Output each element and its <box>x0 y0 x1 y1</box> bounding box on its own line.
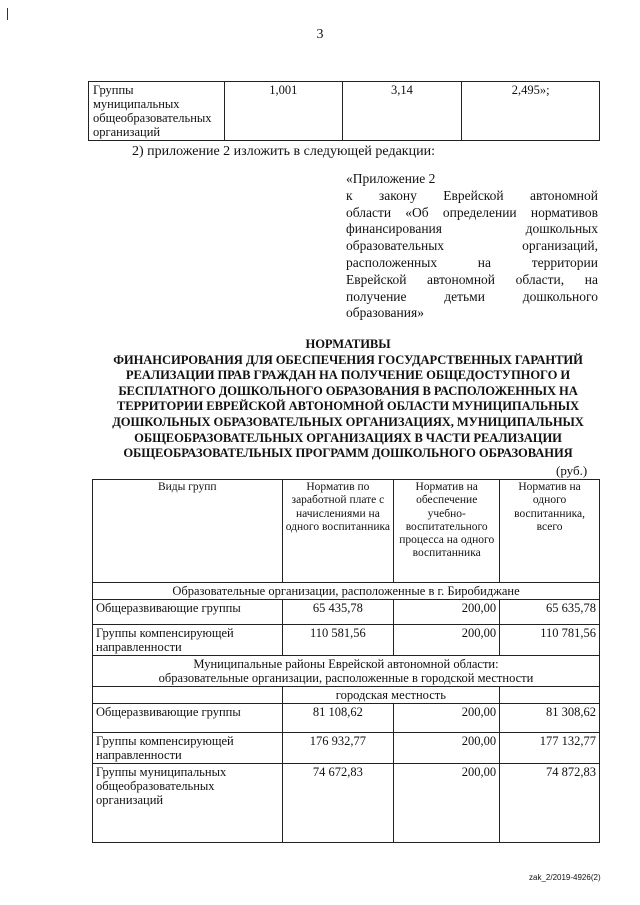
section-heading-line: образовательные организации, расположенные в городской местности <box>158 671 534 685</box>
title-line: ДОШКОЛЬНЫХ ОБРАЗОВАТЕЛЬНЫХ ОРГАНИЗАЦИЯХ, МУНИЦИПАЛЬНЫХ <box>112 414 584 429</box>
column-header: Норматив на одного воспитанника, всего <box>500 480 600 583</box>
appendix-line: Еврейской автономной области, на <box>346 271 598 287</box>
title-line: ТЕРРИТОРИИ ЕВРЕЙСКОЙ АВТОНОМНОЙ ОБЛАСТИ МУНИЦИПАЛЬНЫХ <box>116 399 580 414</box>
group-label: Группы муниципальных общеобразовательных организаций <box>89 82 225 141</box>
column-header: Норматив на обеспечение учебно-воспитательного процесса на одного воспитанника <box>394 480 500 583</box>
total-value: 74 872,83 <box>500 764 600 843</box>
process-value: 200,00 <box>394 733 500 764</box>
value-cell: 1,001 <box>224 82 342 141</box>
total-value: 110 781,56 <box>500 625 600 656</box>
group-name: Общеразвивающие группы <box>93 704 283 733</box>
section-heading-line: Муниципальные районы Еврейской автономной области: <box>193 657 499 671</box>
salary-value: 81 108,62 <box>282 704 394 733</box>
title-line: ФИНАНСИРОВАНИЯ ДЛЯ ОБЕСПЕЧЕНИЯ ГОСУДАРСТВЕННЫХ ГАРАНТИЙ <box>113 352 583 367</box>
group-name: Группы компенсирующей направленности <box>93 733 283 764</box>
table-row <box>93 600 600 625</box>
salary-value: 176 932,77 <box>282 733 394 764</box>
appendix-line: финансирования дошкольных <box>346 221 598 237</box>
currency-unit: (руб.) <box>556 463 588 478</box>
title-line: ОБЩЕОБРАЗОВАТЕЛЬНЫХ ПРОГРАММ ДОШКОЛЬНОГО ОБРАЗОВАНИЯ <box>123 446 573 461</box>
table-row <box>93 704 600 733</box>
header-row <box>93 480 600 583</box>
group-name: Группы муниципальных общеобразовательных организаций <box>93 764 283 843</box>
table-row <box>93 764 600 843</box>
salary-value: 65 435,78 <box>282 600 394 625</box>
page-number: 3 <box>316 27 324 42</box>
subsection-heading: городская местность <box>282 687 500 704</box>
margin-mark <box>7 8 8 20</box>
total-value: 177 132,77 <box>500 733 600 764</box>
value-cell: 2,495»; <box>462 82 600 141</box>
continued-table <box>88 81 600 141</box>
appendix-line: области «Об определении нормативов <box>346 204 598 220</box>
table-row <box>93 625 600 656</box>
appendix-line: «Приложение 2 <box>346 171 436 186</box>
value-cell: 3,14 <box>342 82 462 141</box>
section-row <box>93 656 600 687</box>
document-title <box>88 337 608 462</box>
process-value: 200,00 <box>394 625 500 656</box>
appendix-line: получение детьми дошкольного <box>346 288 598 304</box>
salary-value: 74 672,83 <box>282 764 394 843</box>
norms-table <box>92 479 600 843</box>
appendix-line: образовательных организаций, <box>346 238 598 254</box>
appendix-line: к закону Еврейской автономной <box>346 187 598 203</box>
section-heading <box>93 656 600 687</box>
table-row <box>93 733 600 764</box>
column-header: Виды групп <box>93 480 283 583</box>
title-line: ОБЩЕОБРАЗОВАТЕЛЬНЫХ ОРГАНИЗАЦИЯХ В ЧАСТИ РЕАЛИЗАЦИИ <box>134 430 562 445</box>
appendix-reference <box>346 171 598 322</box>
section-row <box>93 583 600 600</box>
column-header: Норматив по заработной плате с начислениями на одного воспитанника <box>282 480 394 583</box>
process-value: 200,00 <box>394 600 500 625</box>
subsection-row <box>93 687 600 704</box>
intro-paragraph: 2) приложение 2 изложить в следующей редакции: <box>132 144 435 159</box>
process-value: 200,00 <box>394 704 500 733</box>
document-code: zak_2/2019-4926(2) <box>529 873 601 882</box>
appendix-line: образования» <box>346 305 424 321</box>
title-line: НОРМАТИВЫ <box>305 337 391 351</box>
group-name: Группы компенсирующей направленности <box>93 625 283 656</box>
group-name: Общеразвивающие группы <box>93 600 283 625</box>
title-line: БЕСПЛАТНОГО ДОШКОЛЬНОГО ОБРАЗОВАНИЯ В РАСПОЛОЖЕННЫХ НА <box>118 383 578 398</box>
total-value: 65 635,78 <box>500 600 600 625</box>
total-value: 81 308,62 <box>500 704 600 733</box>
title-line: РЕАЛИЗАЦИИ ПРАВ ГРАЖДАН НА ПОЛУЧЕНИЕ ОБЩЕДОСТУПНОГО И <box>125 368 571 383</box>
section-heading: Образовательные организации, расположенные в г. Биробиджане <box>93 583 600 600</box>
appendix-line: расположенных на территории <box>346 254 598 270</box>
process-value: 200,00 <box>394 764 500 843</box>
table-row <box>89 82 600 141</box>
salary-value: 110 581,56 <box>282 625 394 656</box>
